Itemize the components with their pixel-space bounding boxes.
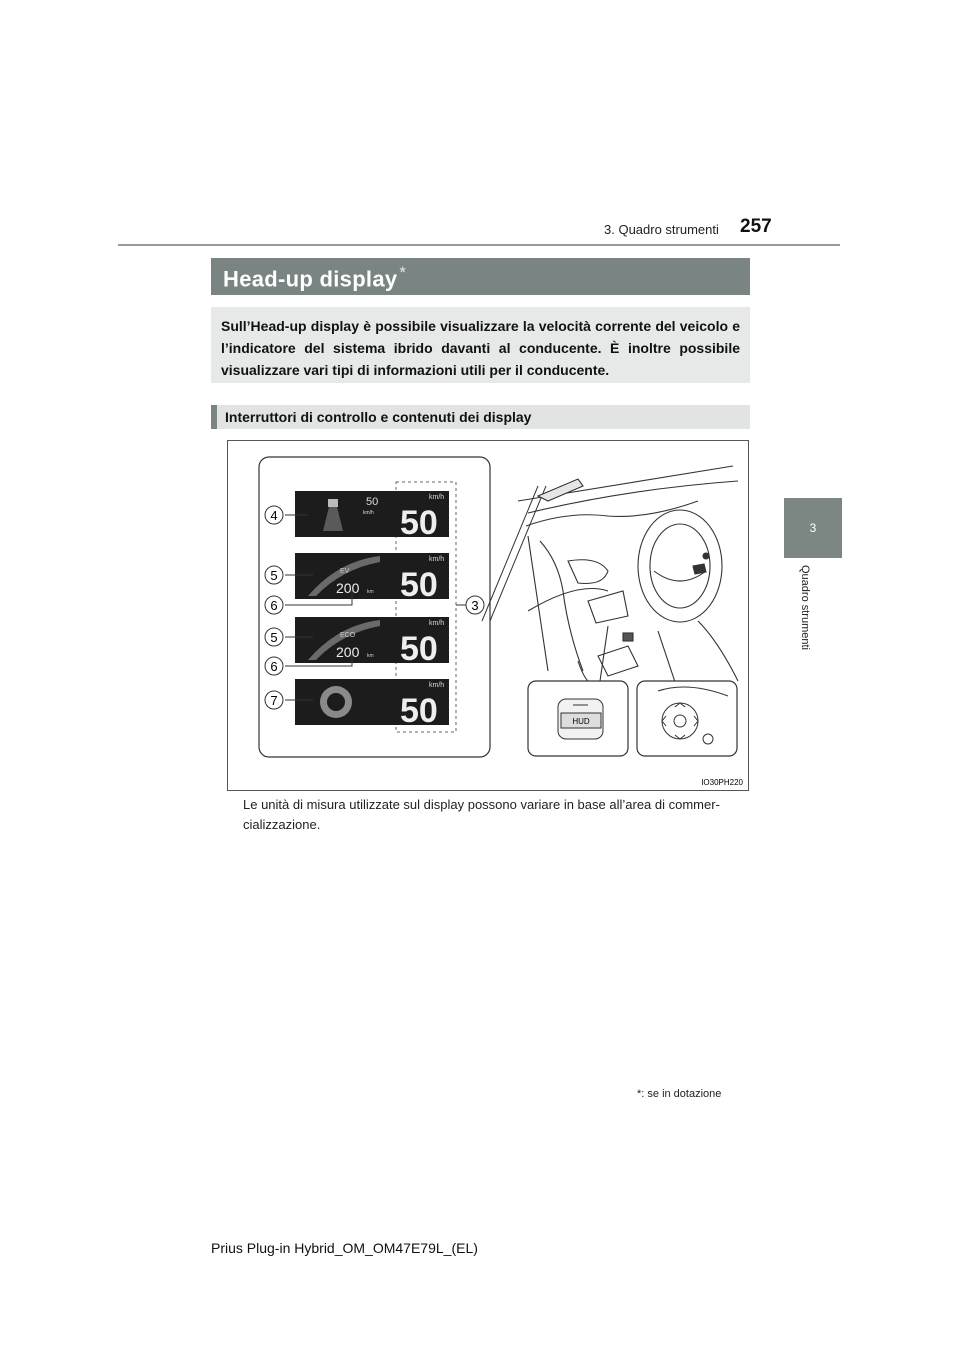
speed-value: 50: [400, 630, 438, 668]
running-head: 3. Quadro strumenti: [604, 222, 719, 237]
cockpit-drawing: [518, 466, 738, 691]
optional-mark: *: [399, 263, 407, 282]
speed-value: 50: [400, 692, 438, 730]
speed-unit: km/h: [429, 620, 445, 627]
callout-5: 5: [270, 568, 278, 583]
page-footer: Prius Plug-in Hybrid_OM_OM47E79L_(EL): [211, 1240, 478, 1256]
hud-figure: [227, 440, 749, 791]
figure-caption: Le unità di misura utilizzate sul display possono variare in base all’area di commer-cializzazione.: [243, 797, 720, 832]
steering-switch-detail: [637, 681, 737, 756]
ev-label: EV: [340, 568, 350, 575]
section-heading: [211, 405, 750, 429]
hud-row-warning: [295, 679, 449, 730]
section-marker: [211, 405, 217, 429]
speed-value: 50: [400, 566, 438, 604]
back-icon: [703, 734, 713, 744]
speed-unit: km/h: [429, 556, 445, 563]
header-rule: [118, 244, 840, 246]
set-speed-unit: km/h: [363, 510, 374, 516]
hud-button-label: HUD: [572, 717, 590, 726]
ev-range-value: 200: [336, 580, 360, 596]
callout-6b: 6: [270, 659, 278, 674]
callout-6: 6: [270, 598, 278, 613]
hud-row-assist: [295, 491, 449, 542]
page-title: [223, 263, 406, 292]
title-bar: [211, 258, 750, 295]
chapter-number: 3: [809, 521, 817, 535]
footnote: [637, 1088, 721, 1100]
intro-box: Sull’Head-up display è possibile visualizzare la velocità corrente del veicolo e l’indicatore del sistema ibrido davanti al conducente. È inoltre possibile visualizzare vari tipi di informazioni utili per il conducente.: [211, 307, 750, 383]
footnote-mark: *: [637, 1088, 642, 1100]
car-icon: [328, 499, 338, 507]
callout-4: 4: [270, 508, 278, 523]
callout-5b: 5: [270, 630, 278, 645]
hud-row-ev: [295, 553, 449, 604]
hud-switch-detail: [528, 681, 628, 756]
ev-range-unit: km: [367, 589, 374, 595]
hud-illustration: [228, 441, 748, 790]
figure-code: IO30PH220: [701, 778, 743, 787]
eco-range-value: 200: [336, 644, 360, 660]
callout-7: 7: [270, 693, 278, 708]
chapter-label: Quadro strumenti: [799, 565, 811, 650]
eco-range-unit: km: [367, 653, 374, 659]
section-heading-text: Interruttori di controllo e contenuti dei display: [225, 409, 532, 425]
set-speed-value: 50: [366, 496, 379, 508]
speed-unit: km/h: [429, 494, 445, 501]
footnote-text: : se in dotazione: [641, 1088, 722, 1100]
chapter-tab: [784, 498, 842, 558]
page-number: 257: [740, 216, 772, 237]
speed-unit: km/h: [429, 682, 445, 689]
page-title-text: Head-up display: [223, 266, 398, 292]
ok-button: [674, 715, 686, 727]
callout-3: 3: [471, 598, 479, 613]
eco-label: ECO: [340, 632, 356, 639]
hud-row-eco: [295, 617, 449, 668]
speed-value: 50: [400, 504, 438, 542]
